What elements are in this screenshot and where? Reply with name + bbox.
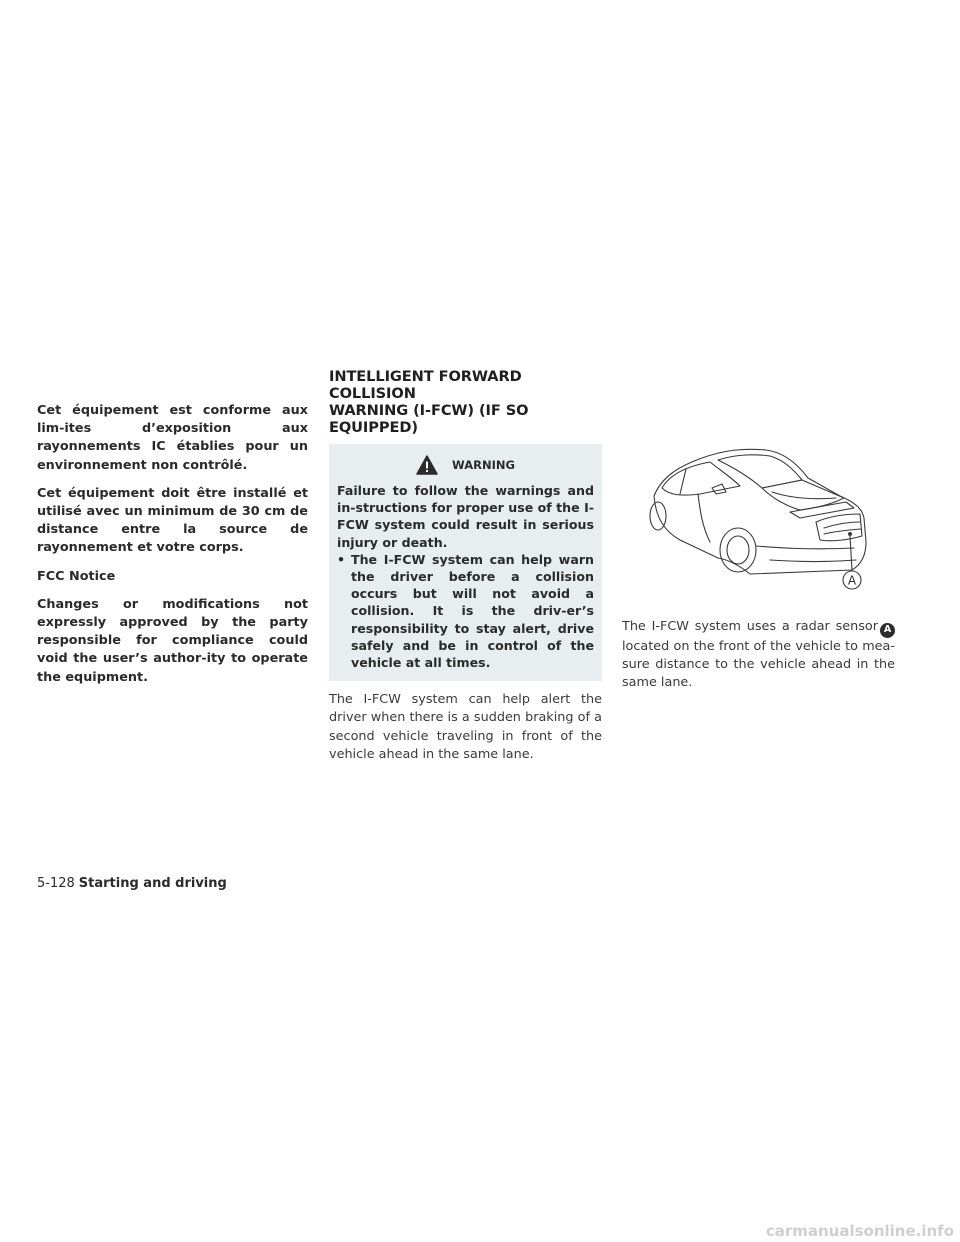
watermark: carmanualsonline.info: [765, 1222, 954, 1240]
page-footer: [37, 876, 227, 891]
warning-header: [337, 454, 594, 476]
ifcw-description: The I-FCW system can help alert the driver when there is a sudden braking of a second vehicle traveling in front of the vehicle ahead in the same lane.: [329, 692, 602, 762]
section-title: Starting and driving: [78, 876, 227, 891]
middle-column: [329, 368, 602, 764]
figure-label-a: A: [847, 573, 857, 588]
warning-label: WARNING: [452, 458, 515, 472]
bullet-mark: •: [337, 551, 346, 567]
fcc-notice-heading: FCC Notice: [37, 568, 116, 584]
radar-text-before: The I-FCW system uses a radar sensor: [622, 619, 878, 634]
vehicle-radar-illustration: [640, 436, 876, 598]
warning-box: [329, 444, 602, 681]
section-heading: [329, 368, 602, 436]
page-number: 5-128: [37, 876, 75, 891]
section-heading-line2: WARNING (I-FCW) (IF SO EQUIPPED): [329, 402, 529, 436]
warning-bullet: [337, 551, 594, 671]
circled-a-marker: A: [880, 623, 895, 638]
warning-bullet-text: The I-FCW system can help warn the driver before a collision occurs but will not avoid a collision. It is the driv-er’s responsibility to stay alert, drive safely and be in control of the vehicle at all times.: [351, 551, 594, 671]
warning-text: Failure to follow the warnings and in-structions for proper use of the I-FCW system could result in serious injury or death.: [337, 483, 594, 550]
fcc-modifications-paragraph: Changes or modifications not expressly approved by the party responsible for compliance could void the user’s author-ity to operate the equipment.: [37, 596, 308, 685]
radar-text-after: located on the front of the vehicle to mea-sure distance to the vehicle ahead in the same lane.: [622, 638, 895, 690]
section-heading-line1: INTELLIGENT FORWARD COLLISION: [329, 368, 522, 402]
right-column: [622, 618, 895, 692]
warning-triangle-icon: [416, 455, 438, 475]
radar-sensor-description: [622, 618, 895, 692]
left-column: [37, 402, 308, 697]
installation-distance-paragraph: Cet équipement doit être installé et utilisé avec un minimum de 30 cm de distance entre la source de rayonnement et votre corps.: [37, 485, 308, 556]
ic-exposure-paragraph: Cet équipement est conforme aux lim-ites d’exposition aux rayonnements IC établies pour un environnement non contrôlé.: [37, 403, 308, 473]
